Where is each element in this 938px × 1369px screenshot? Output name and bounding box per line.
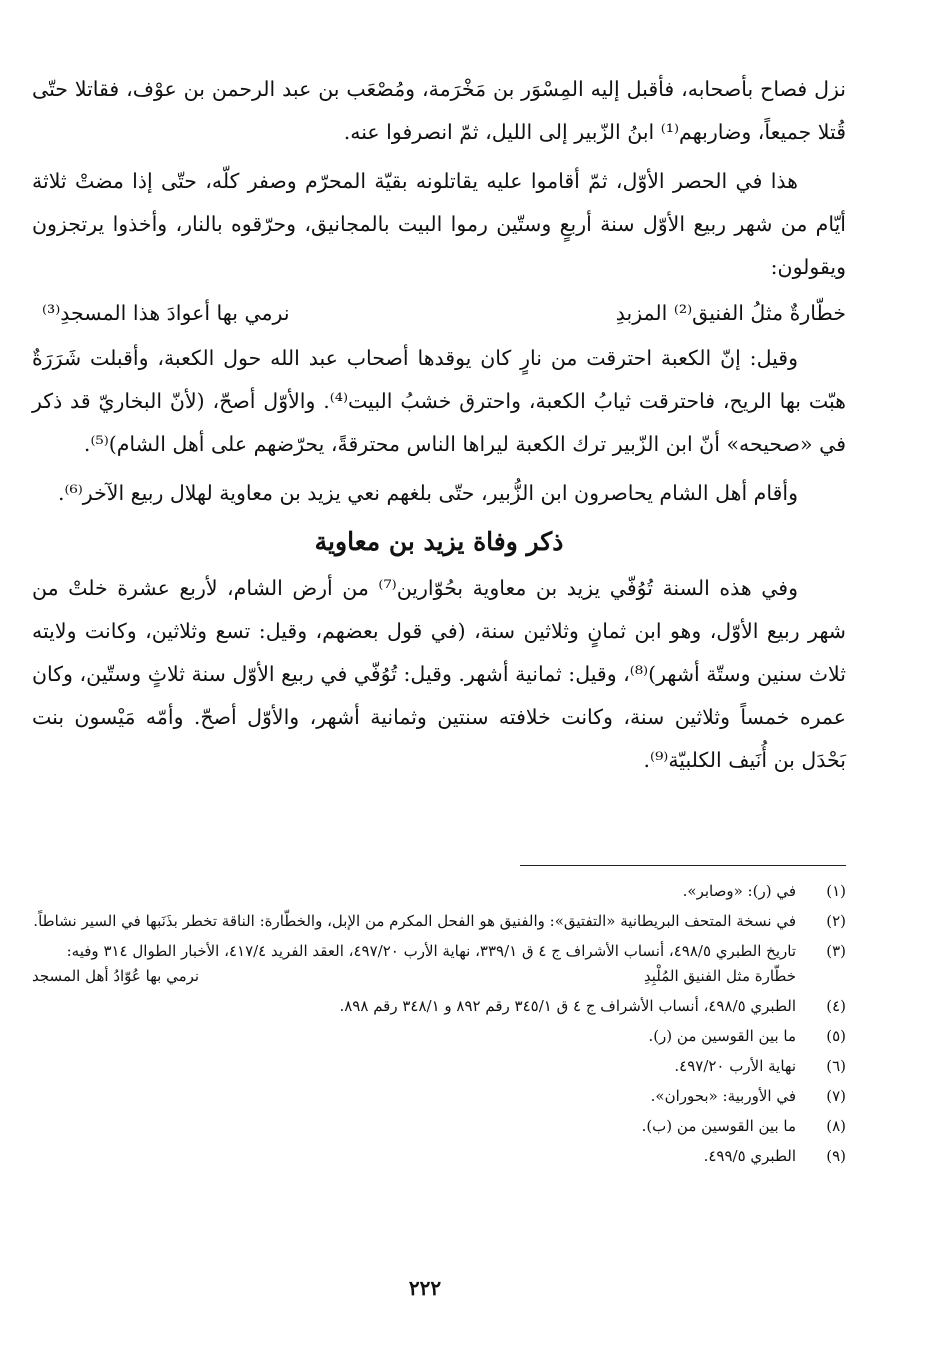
footnote-text: في نسخة المتحف البريطانية «التفتيق»: والفنيق هو الفحل المكرم من الإبل، والخطّارة: الناقة تخطر بذَنَبها في السير نشاطاً. (33, 912, 796, 930)
footnote-verse-second: نرمي بها عُوّادُ أهل المسجد (32, 967, 200, 985)
footnote-number: (٢) (826, 912, 846, 930)
footnote-number: (٣) (826, 942, 846, 960)
section-title: ذكر وفاة يزيد بن معاوية (314, 527, 564, 556)
footnote-3 (32, 940, 846, 988)
verse-first-hemistich: خطّارةٌ مثلُ الفنيق⁽²⁾ المزبدِ (615, 301, 846, 325)
footnote-2 (32, 910, 846, 933)
footnote-body (32, 940, 796, 988)
footnote-separator (520, 865, 846, 866)
footnote-number: (٥) (826, 1027, 846, 1045)
footnote-number: (٧) (826, 1087, 846, 1105)
footnote-text: تاريخ الطبري ٤٩٨/٥، أنساب الأشراف ج ٤ ق ٣٣٩/١، نهاية الأرب ٤٩٧/٢٠، العقد الفريد ٤١٧/٤، الأخبار الطوال ٣١٤ وفيه: (66, 942, 796, 960)
footnote-4 (32, 995, 846, 1018)
footnote-text: في (ر): «وصابر». (682, 882, 796, 900)
footnote-text: ما بين القوسين من (ب). (641, 1117, 796, 1135)
footnote-9 (32, 1145, 846, 1168)
footnote-text: ما بين القوسين من (ر). (648, 1027, 796, 1045)
footnote-number: (٩) (826, 1147, 846, 1165)
footnote-verse-first: خطّارة مثل الفنيق المُلْبِدِ (643, 967, 796, 985)
footnote-number: (٦) (826, 1057, 846, 1075)
footnote-text: الطبري ٤٩٩/٥. (703, 1147, 796, 1165)
page-number: ٢٢٢ (408, 1276, 442, 1300)
footnote-number: (٤) (826, 997, 846, 1015)
paragraph-1: نزل فصاح بأصحابه، فأقبل إليه المِسْوَر بن مَخْرَمة، ومُصْعَب بن عبد الرحمن بن عوْف، فقاتلا حتّى قُتلا جميعاً، وضاربهم⁽¹⁾ ابنُ الزّبير إلى الليل، ثمّ انصرفوا عنه. (32, 77, 846, 144)
footnote-7 (32, 1085, 846, 1108)
footnote-text: في الأوربية: «بحوران». (650, 1087, 796, 1105)
paragraph-4: وأقام أهل الشام يحاصرون ابن الزُّبير، حتّى بلغهم نعي يزيد بن معاوية لهلال ربيع الآخر⁽⁶⁾. (57, 481, 798, 505)
paragraph-2: هذا في الحصر الأوّل، ثمّ أقاموا عليه يقاتلونه بقيّة المحرّم وصفر كلّه، حتّى إذا مضتْ ثلاثة أيّام من شهر ربيع الأوّل سنة أربعٍ وستّين رموا البيت بالمجانيق، وحرّقوه بالنار، وأخذوا يرتجزون ويقولون: (32, 169, 846, 279)
footnote-8 (32, 1115, 846, 1138)
footnote-verse (32, 965, 796, 988)
verse-second-hemistich: نرمي بها أعوادَ هذا المسجدِ⁽³⁾ (42, 301, 290, 325)
paragraph-5: وفي هذه السنة تُوُفّي يزيد بن معاوية بحُوّارين⁽⁷⁾ من أرض الشام، لأربع عشرة خلتْ من شهر ربيع الأوّل، وهو ابن ثمانٍ وثلاثين سنة، (في قول بعضهم، وقيل: تسع وثلاثين، وكانت ولايته ثلاث سنين وستّة أشهر)⁽⁸⁾، وقيل: ثمانية أشهر. وقيل: تُوُفّي في ربيع الأوّل سنة ثلاثٍ وستّين، وكان عمره خمساً وثلاثين سنة، وكانت خلافته سنتين وثمانية أشهر، والأوّل أصحّ. وأمّه مَيْسون بنت بَحْدَل بن أُنَيف الكلبيّة⁽⁹⁾. (32, 576, 846, 772)
poetry-verse (32, 289, 846, 337)
footnote-6 (32, 1055, 846, 1078)
footnotes (32, 880, 846, 1175)
footnote-text: نهاية الأرب ٤٩٧/٢٠. (674, 1057, 796, 1075)
footnote-5 (32, 1025, 846, 1048)
footnote-number: (١) (826, 882, 846, 900)
paragraph-3: وقيل: إنّ الكعبة احترقت من نارٍ كان يوقدها أصحاب عبد الله حول الكعبة، وأقبلت شَرَرَةٌ هبّت بها الريح، فاحترقت ثيابُ الكعبة، واحترق خشبُ البيت⁽⁴⁾. والأوّل أصحّ، (لأنّ البخاريّ قد ذكر في «صحيحه» أنّ ابن الزّبير ترك الكعبة ليراها الناس محترقةً، يحرّضهم على أهل الشام)⁽⁵⁾. (32, 346, 846, 456)
footnote-1 (32, 880, 846, 903)
footnote-text: الطبري ٤٩٨/٥، أنساب الأشراف ج ٤ ق ٣٤٥/١ رقم ٨٩٢ و ٣٤٨/١ رقم ٨٩٨. (339, 997, 796, 1015)
footnote-number: (٨) (826, 1117, 846, 1135)
main-text (32, 68, 846, 782)
